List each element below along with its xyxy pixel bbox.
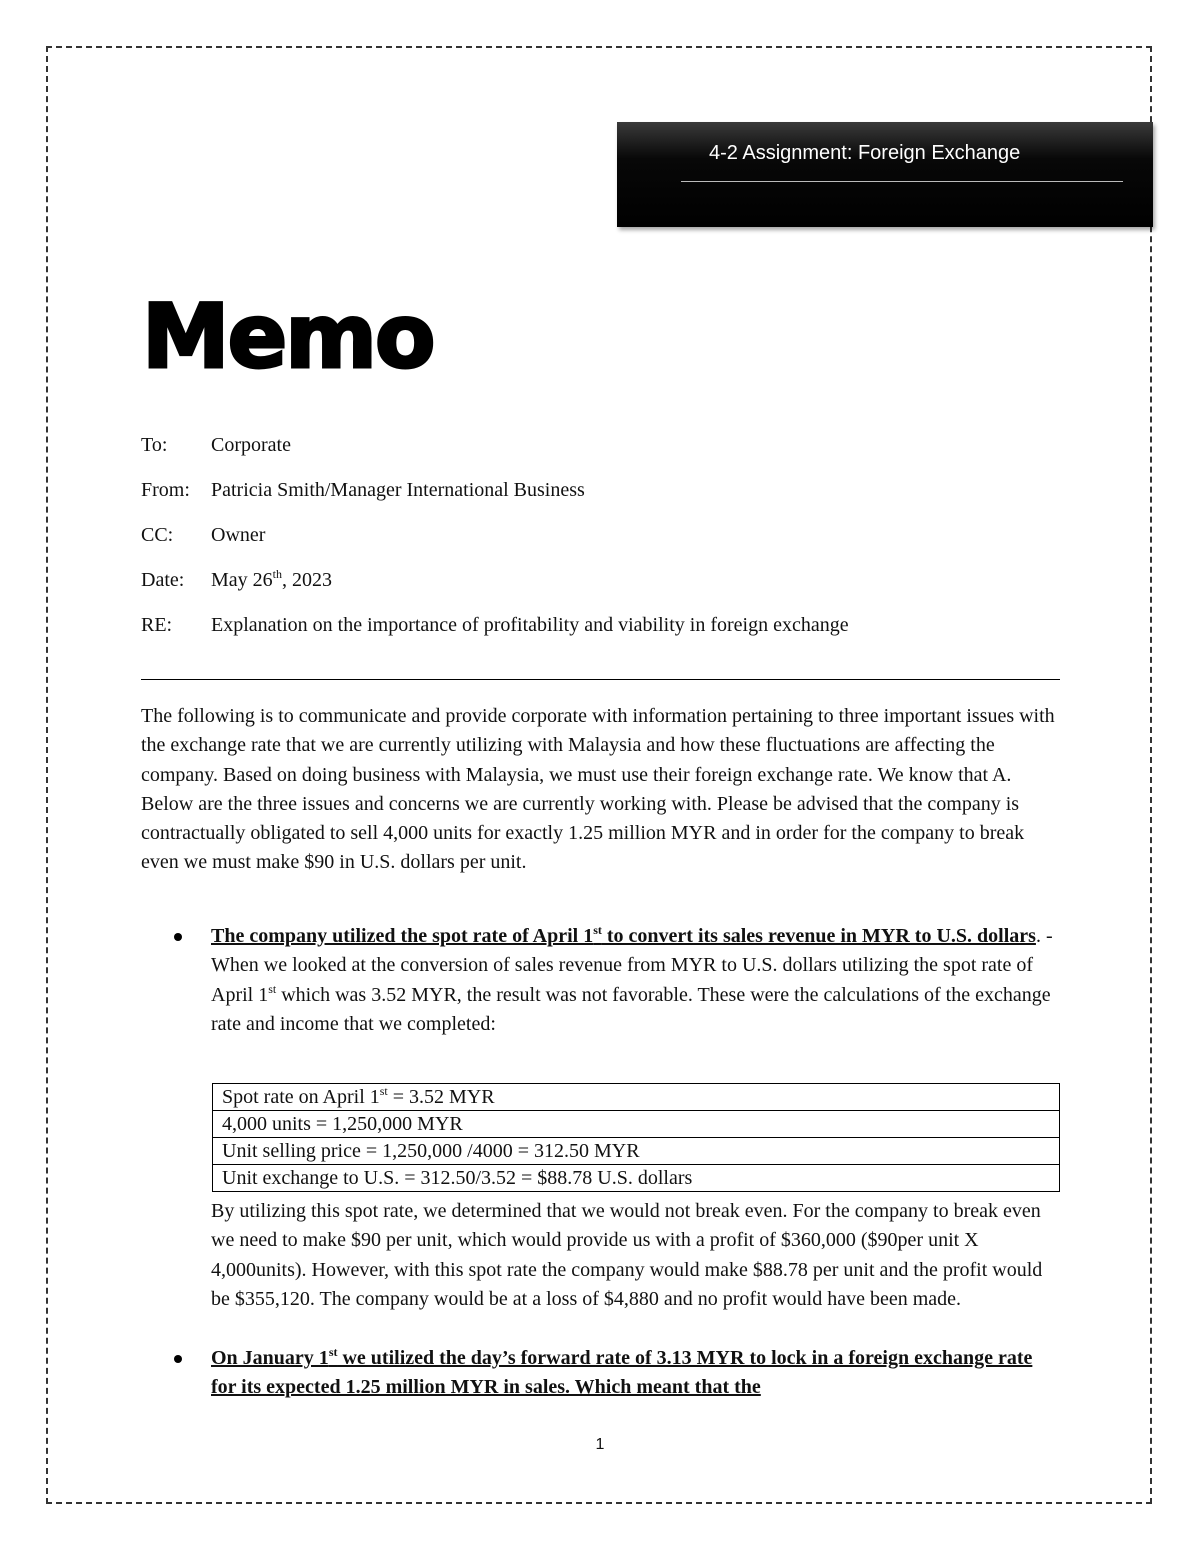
bullet1-heading: The company utilized the spot rate of April 1st to convert its sales revenue in MYR to U.S. dollars	[211, 923, 1036, 947]
title-underline	[681, 181, 1123, 182]
table-row	[213, 1111, 1060, 1138]
bullet1-text: . - When we looked at the conversion of sales revenue from MYR to U.S. dollars utilizing the spot rate of April 1st which was 3.52 MYR, the result was not favorable. These were the calculations of the exchange rate and income that we completed:	[211, 925, 1053, 1035]
memo-heading: Memo	[142, 285, 434, 388]
date-value: May 26th, 2023	[211, 567, 333, 591]
calculation-table	[212, 1083, 1060, 1192]
table-cell: Spot rate on April 1st = 3.52 MYR	[213, 1084, 1060, 1111]
bullet-item-spot-rate	[211, 922, 1061, 1039]
title-banner	[617, 122, 1153, 227]
table-row	[213, 1165, 1060, 1192]
page-number: 1	[595, 1436, 605, 1453]
intro-paragraph: The following is to communicate and provide corporate with information pertaining to three important issues with the exchange rate that we are currently utilizing with Malaysia and how these fluctuations are affecting the company. Based on doing business with Malaysia, we must use their foreign exchange rate. We know that A. Below are the three issues and concerns we are currently working with. Please be advised that the company is contractually obligated to sell 4,000 units for exactly 1.25 million MYR and in order for the company to break even we must make $90 in U.S. dollars per unit.	[141, 705, 1055, 874]
bullet-icon	[174, 933, 182, 941]
cc-label: CC:	[141, 524, 174, 546]
table-cell: Unit selling price = 1,250,000 /4000 = 312.50 MYR	[213, 1138, 1060, 1165]
spot-rate-conclusion: By utilizing this spot rate, we determined that we would not break even. For the company to break even we need to make $90 per unit, which would provide us with a profit of $360,000 ($90per unit X 4,000units). However, with this spot rate the company would make $88.78 per unit and the profit would be $355,120. The company would be at a loss of $4,880 and no profit would have been made.	[211, 1200, 1043, 1310]
from-value: Patricia Smith/Manager International Business	[211, 479, 585, 501]
bullet-item-forward-rate	[211, 1344, 1061, 1403]
date-label: Date:	[141, 569, 185, 591]
table-cell: 4,000 units = 1,250,000 MYR	[213, 1111, 1060, 1138]
table-row	[213, 1084, 1060, 1111]
re-label: RE:	[141, 614, 173, 636]
header-divider	[141, 679, 1060, 680]
bullet2-heading: On January 1st we utilized the day’s forward rate of 3.13 MYR to lock in a foreign exchange rate for its expected 1.25 million MYR in sales. Which meant that the	[211, 1345, 1033, 1399]
from-label: From:	[141, 479, 190, 501]
to-value: Corporate	[211, 434, 291, 456]
cc-value: Owner	[211, 524, 266, 546]
re-value: Explanation on the importance of profitability and viability in foreign exchange	[211, 614, 849, 636]
table-cell: Unit exchange to U.S. = 312.50/3.52 = $88.78 U.S. dollars	[213, 1165, 1060, 1192]
bullet-icon	[174, 1355, 182, 1363]
table-row	[213, 1138, 1060, 1165]
assignment-title: 4-2 Assignment: Foreign Exchange	[709, 142, 1021, 164]
to-label: To:	[141, 434, 168, 456]
